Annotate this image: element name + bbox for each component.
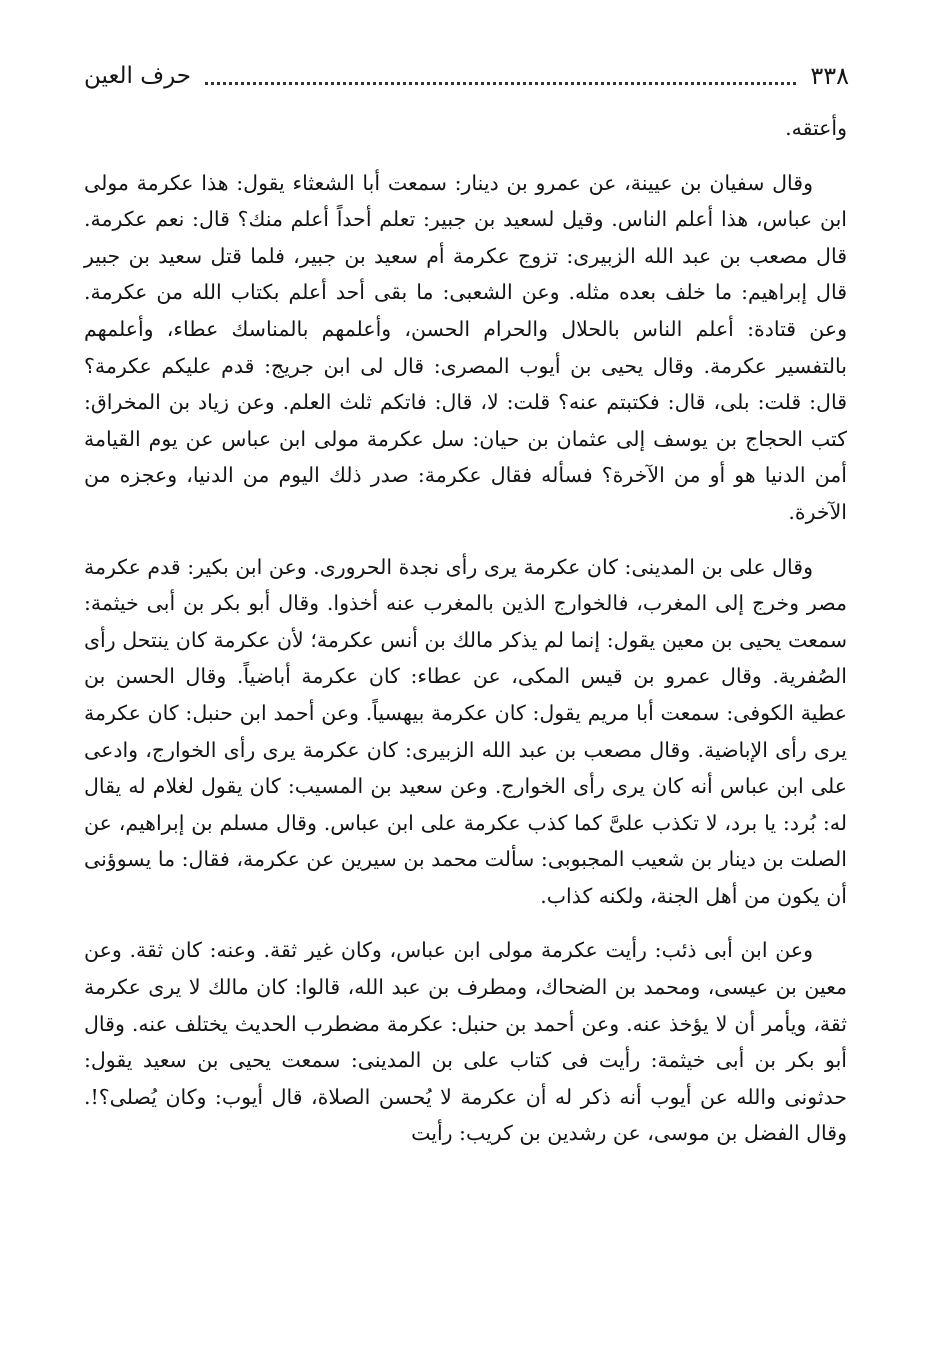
paragraph-ikrimah-praise: وقال سفيان بن عيينة، عن عمرو بن دينار: سمعت أبا الشعثاء يقول: هذا عكرمة مولى ابن عباس، هذا أعلم الناس. وقيل لسعيد بن جبير: تعلم أحداً أعلم منك؟ قال: نعم عكرمة. قال مصعب بن عبد الله الزبيرى: تزوج عكرمة أم سعيد بن جبير، فلما قتل سعيد بن جبير قال إبراهيم: ما خلف بعده مثله. وعن الشعبى: ما بقى أحد أعلم بكتاب الله من عكرمة. وعن قتادة: أعلم الناس بالحلال والحرام الحسن، وأعلمهم بالمناسك عطاء، وأعلمهم بالتفسير عكرمة. وقال يحيى بن أيوب المصرى: قال لى ابن جريج: قدم عليكم عكرمة؟ قال: قلت: بلى، قال: فكتبتم عنه؟ قلت: لا، قال: فاتكم ثلث العلم. وعن زياد بن المخراق: كتب الحجاج بن يوسف إلى عثمان بن حيان: سل عكرمة مولى ابن عباس عن يوم القيامة أمن الدنيا هو أو من الآخرة؟ فسأله فقال عكرمة: صدر ذلك اليوم من الدنيا، وعجزه من الآخرة. <box>84 170 847 524</box>
paragraph-continuation: وأعتقه. <box>785 116 847 140</box>
running-header <box>84 56 849 96</box>
paragraph-ikrimah-reliability: وعن ابن أبى ذئب: رأيت عكرمة مولى ابن عباس، وكان غير ثقة. وعنه: كان ثقة. وعن معين بن عيسى، ومحمد بن الضحاك، ومطرف بن عبد الله، قالوا: كان مالك لا يرى عكرمة ثقة، ويأمر أن لا يؤخذ عنه. وعن أحمد بن حنبل: عكرمة مضطرب الحديث يختلف عنه. وقال أبو بكر بن أبى خيثمة: رأيت فى كتاب على بن المدينى: سمعت يحيى بن سعيد يقول: حدثونى والله عن أيوب أنه ذكر له أن عكرمة لا يُحسن الصلاة، قال أيوب: وكان يُصلى؟!. وقال الفضل بن موسى، عن رشدين بن كريب: رأيت <box>84 938 847 1146</box>
chapter-title: حرف العين <box>84 63 192 89</box>
page-number: ٣٣٨ <box>810 62 849 90</box>
body-text <box>84 110 847 1170</box>
paragraph-ikrimah-khawarij: وقال على بن المدينى: كان عكرمة يرى رأى نجدة الحرورى. وعن ابن بكير: قدم عكرمة مصر وخرج إلى المغرب، فالخوارج الذين بالمغرب عنه أخذوا. وقال أبو بكر بن أبى خيثمة: سمعت يحيى بن معين يقول: إنما لم يذكر مالك بن أنس عكرمة؛ لأن عكرمة كان ينتحل رأى الصُفرية. وقال عمرو بن قيس المكى، عن عطاء: كان عكرمة أباضياً. وقال الحسن بن عطية الكوفى: سمعت أبا مريم يقول: كان عكرمة بيهسياً. وعن أحمد ابن حنبل: كان عكرمة يرى رأى الإباضية. وقال مصعب بن عبد الله الزبيرى: كان عكرمة يرى رأى الخوارج، وادعى على ابن عباس أنه كان يرى رأى الخوارج. وعن سعيد بن المسيب: كان يقول لغلام له يقال له: بُرد: يا برد، لا تكذب علىَّ كما كذب عكرمة على ابن عباس. وقال مسلم بن إبراهيم، عن الصلت بن دينار بن شعيب المجبوبى: سألت محمد بن سيرين عن عكرمة، فقال: ما يسوؤنى أن يكون من أهل الجنة، ولكنه كذاب. <box>84 554 847 908</box>
header-dotted-leader <box>205 82 796 85</box>
